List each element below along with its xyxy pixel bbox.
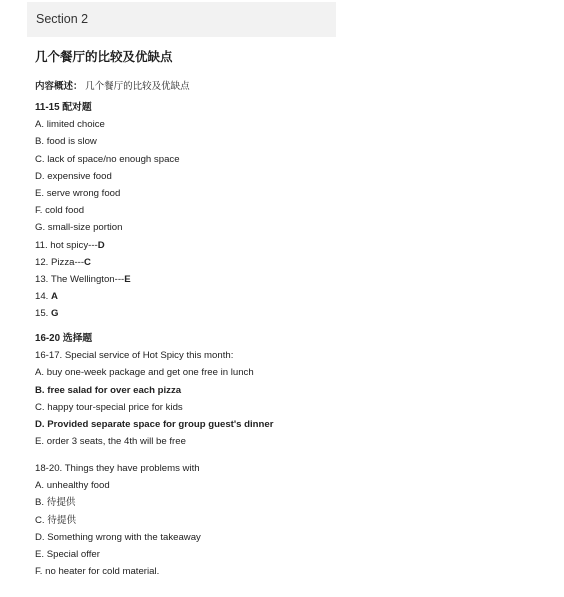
- option-b: B. food is slow: [35, 136, 97, 148]
- answer-14-value: A: [51, 291, 58, 303]
- answer-11-question: 11. hot spicy---: [35, 239, 98, 251]
- answer-13: [35, 271, 180, 288]
- question-18-20-stem: 18-20. Things they have problems with: [35, 463, 200, 474]
- question-16-17-stem: 16-17. Special service of Hot Spicy this month:: [35, 350, 234, 362]
- answer-13-question: 13. The Wellington---: [35, 273, 125, 285]
- choice-section-2: [35, 460, 201, 580]
- answer-12: [35, 254, 180, 271]
- q18-option-a: A. unhealthy food: [35, 480, 110, 492]
- option-e: E. serve wrong food: [35, 187, 121, 199]
- answer-15-value: G: [51, 308, 59, 320]
- q16-option-e: E. order 3 seats, the 4th will be free: [35, 436, 186, 448]
- answer-13-value: E: [124, 273, 131, 285]
- matching-heading: 11-15 配对题: [35, 102, 92, 113]
- answer-11: [35, 237, 180, 254]
- answer-14: [35, 288, 180, 305]
- summary-text: 几个餐厅的比较及优缺点: [85, 81, 190, 92]
- answer-15-question: 15.: [35, 308, 52, 320]
- option-c: C. lack of space/no enough space: [35, 153, 180, 165]
- answer-11-value: D: [97, 239, 105, 251]
- q16-option-c: C. happy tour-special price for kids: [35, 401, 183, 413]
- matching-section: [35, 99, 180, 322]
- q18-option-c: C. 待提供: [35, 514, 77, 526]
- answer-12-question: 12. Pizza---: [35, 256, 85, 268]
- section-header: [27, 2, 336, 37]
- answer-12-value: C: [84, 256, 91, 268]
- choice-heading: 16-20 选择题: [35, 333, 93, 344]
- answer-15: [35, 305, 180, 322]
- answer-14-question: 14.: [35, 291, 52, 303]
- section-label: Section 2: [36, 12, 89, 26]
- option-g: G. small-size portion: [35, 222, 123, 234]
- option-f: F. cold food: [35, 205, 85, 217]
- q16-option-a: A. buy one-week package and get one free in lunch: [35, 367, 254, 379]
- choice-section: [35, 330, 273, 450]
- option-a: A. limited choice: [35, 119, 105, 131]
- content-summary: [35, 78, 190, 92]
- q18-option-f: F. no heater for cold material.: [35, 566, 160, 578]
- q18-option-e: E. Special offer: [35, 548, 100, 560]
- page-title: 几个餐厅的比较及优缺点: [35, 50, 173, 64]
- q16-option-b: B. free salad for over each pizza: [35, 384, 182, 396]
- q18-option-b: B. 待提供: [35, 497, 76, 509]
- summary-label: 内容概述：: [35, 81, 83, 92]
- q16-option-d: D. Provided separate space for group guest's dinner: [35, 418, 274, 430]
- q18-option-d: D. Something wrong with the takeaway: [35, 531, 201, 543]
- option-d: D. expensive food: [35, 170, 112, 182]
